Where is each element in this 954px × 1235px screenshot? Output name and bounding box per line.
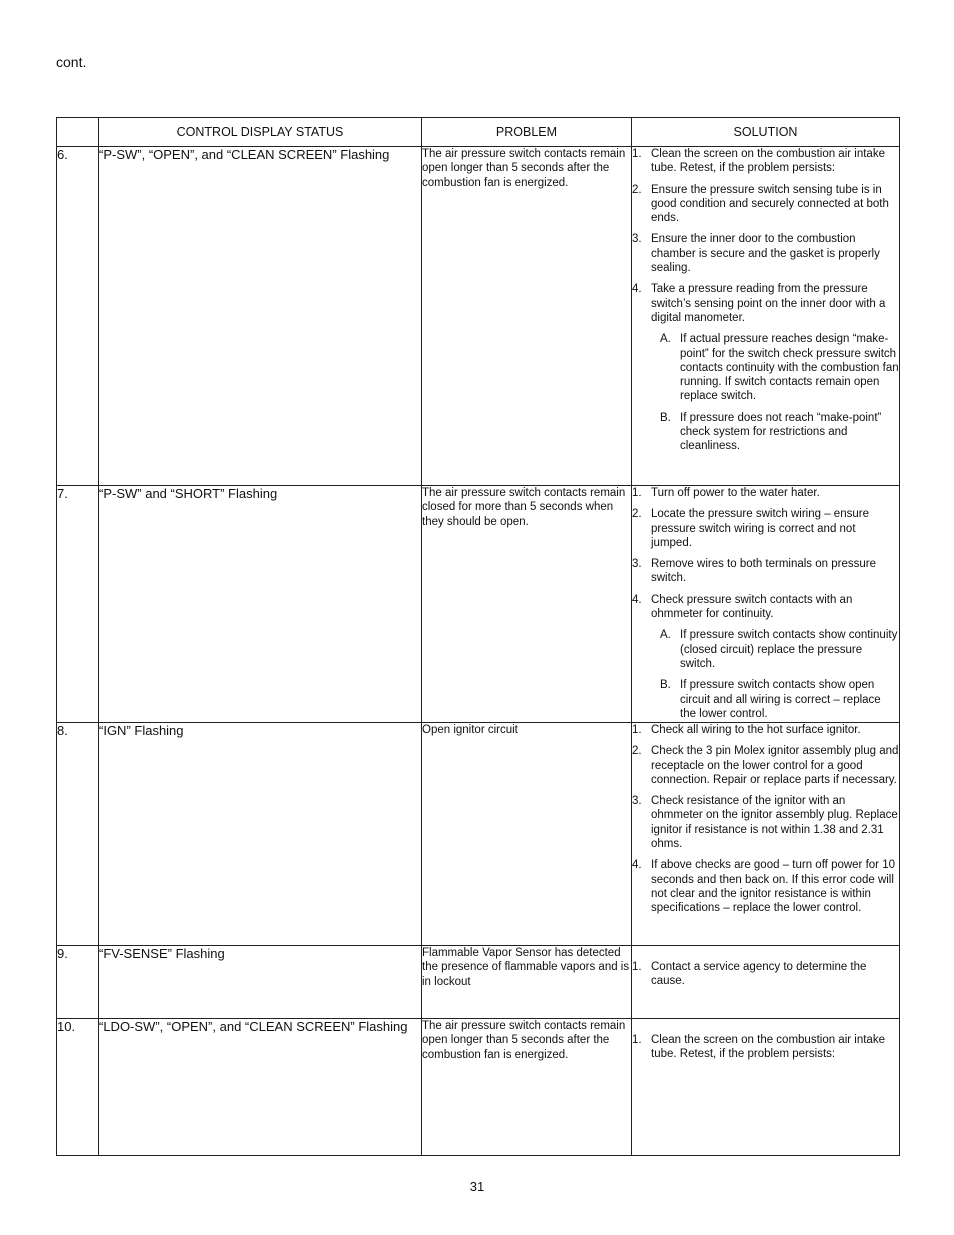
solution-step: 2. Locate the pressure switch wiring – ensure pressure switch wiring is correct and not jumped. [632, 508, 869, 549]
solution-cell [632, 946, 900, 1019]
solution-substep: A. If pressure switch contacts show continuity (closed circuit) replace the pressure switch. [660, 629, 898, 670]
column-header-status: CONTROL DISPLAY STATUS [99, 118, 422, 147]
solution-step: 1. Contact a service agency to determine the cause. [632, 961, 867, 988]
solution-step: 3. Check resistance of the ignitor with an ohmmeter on the ignitor assembly plug. Replace ignitor if resistance is not within 1.38 and 2.31 ohms. [632, 795, 898, 851]
solution-substep: B. If pressure switch contacts show open circuit and all wiring is correct – replace the lower control. [660, 679, 881, 720]
solution-step: 4. Check pressure switch contacts with an ohmmeter for continuity. [632, 593, 853, 621]
control-display-status: “P-SW”, “OPEN”, and “CLEAN SCREEN” Flashing [99, 147, 422, 486]
row-number: 8. [57, 723, 99, 946]
solution-step: 1. Check all wiring to the hot surface ignitor. [632, 724, 861, 736]
problem-text: The air pressure switch contacts remain closed for more than 5 seconds when they should be open. [422, 486, 632, 723]
solution-cell [632, 147, 900, 486]
control-display-status: “LDO-SW”, “OPEN”, and “CLEAN SCREEN” Flashing [99, 1019, 422, 1156]
control-display-status: “FV-SENSE” Flashing [99, 946, 422, 1019]
solution-cell [632, 723, 900, 946]
problem-text: The air pressure switch contacts remain open longer than 5 seconds after the combustion fan is energized. [422, 147, 632, 486]
row-number: 10. [57, 1019, 99, 1156]
solution-substep: A. If actual pressure reaches design “make-point” for the switch check pressure switch contacts continuity with the combustion fan running. If switch contacts remain open replace switch. [660, 333, 899, 403]
solution-step: 3. Ensure the inner door to the combustion chamber is secure and the gasket is properly sealing. [632, 233, 880, 275]
solution-step: 1. Turn off power to the water hater. [632, 487, 820, 499]
table-row [57, 723, 900, 946]
continued-label: cont. [56, 54, 87, 70]
solution-step: 2. Check the 3 pin Molex ignitor assembly plug and receptacle on the lower control for a good connection. Repair or replace parts if necessary. [632, 745, 899, 786]
solution-step: 4. Take a pressure reading from the pressure switch’s sensing point on the inner door with a digital manometer. [632, 283, 886, 324]
control-display-status: “P-SW” and “SHORT” Flashing [99, 486, 422, 723]
table-row [57, 946, 900, 1019]
row-number: 6. [57, 147, 99, 486]
page-number: 31 [469, 1179, 485, 1194]
column-header-problem: PROBLEM [422, 118, 632, 147]
control-display-status: “IGN” Flashing [99, 723, 422, 946]
table-row [57, 1019, 900, 1156]
row-number: 7. [57, 486, 99, 723]
solution-cell [632, 1019, 900, 1156]
column-header-solution: SOLUTION [632, 118, 900, 147]
solution-cell [632, 486, 900, 723]
problem-text: The air pressure switch contacts remain open longer than 5 seconds after the combustion fan is energized. [422, 1019, 632, 1156]
column-header-number [57, 118, 99, 147]
table-header-row [57, 118, 900, 147]
row-number: 9. [57, 946, 99, 1019]
problem-text: Flammable Vapor Sensor has detected the presence of flammable vapors and is in lockout [422, 946, 632, 1019]
table-row [57, 147, 900, 486]
table-row [57, 486, 900, 723]
solution-step: 4. If above checks are good – turn off power for 10 seconds and then back on. If this error code will not clear and the ignitor resistance is within specifications – replace the lower control. [632, 859, 895, 915]
solution-step: 2. Ensure the pressure switch sensing tube is in good condition and securely connected at both ends. [632, 183, 889, 225]
troubleshooting-table [56, 117, 900, 1156]
solution-step: 1. Clean the screen on the combustion air intake tube. Retest, if the problem persists: [632, 1034, 885, 1061]
solution-step: 3. Remove wires to both terminals on pressure switch. [632, 558, 876, 585]
solution-substep: B. If pressure does not reach “make-point” check system for restrictions and cleanliness. [660, 411, 882, 453]
solution-step: 1. Clean the screen on the combustion air intake tube. Retest, if the problem persists: [632, 148, 885, 175]
problem-text: Open ignitor circuit [422, 723, 632, 946]
